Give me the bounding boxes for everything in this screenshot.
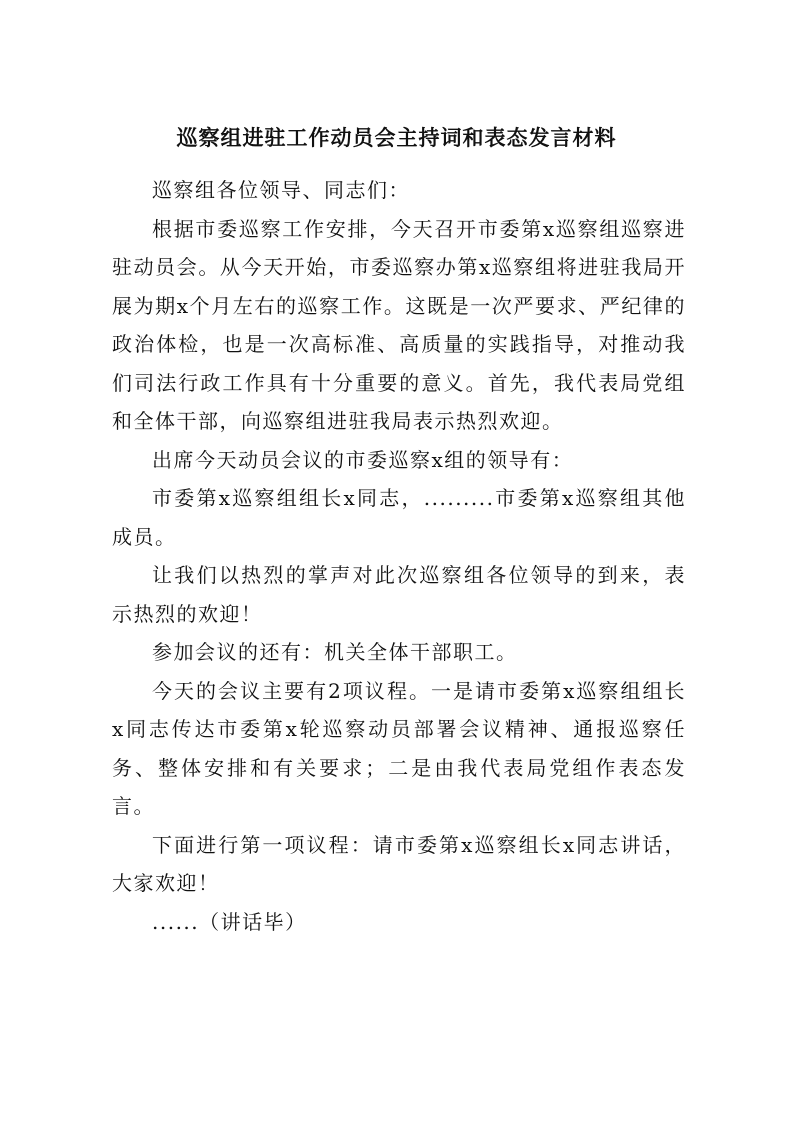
paragraph-attending-leaders-list: 市委第x巡察组组长x同志，.........市委第x巡察组其他成员。 (112, 486, 686, 549)
document-title: 巡察组进驻工作动员会主持词和表态发言材料 (176, 125, 617, 150)
paragraph-speech-end: ......（讲话毕） (152, 909, 307, 934)
paragraph-opening: 根据市委巡察工作安排，今天召开市委第x巡察组巡察进驻动员会。从今天开始，市委巡察办第x巡察组将进驻我局开展为期x个月左右的巡察工作。这既是一次严要求、严纪律的政治体检，也是一次高标准、高质量的实践指导，对推动我们司法行政工作具有十分重要的意义。首先，我代表局党组和全体干部，向巡察组进驻我局表示热烈欢迎。 (112, 216, 686, 433)
paragraph-attending-leaders-intro: 出席今天动员会议的市委巡察x组的领导有： (152, 447, 574, 472)
paragraph-first-item: 下面进行第一项议程：请市委第x巡察组长x同志讲话，大家欢迎！ (112, 832, 686, 895)
paragraph-agenda: 今天的会议主要有2项议程。一是请市委第x巡察组组长x同志传达市委第x轮巡察动员部署会议精神、通报巡察任务、整体安排和有关要求；二是由我代表局党组作表态发言。 (112, 678, 686, 818)
paragraph-welcome-applause: 让我们以热烈的掌声对此次巡察组各位领导的到来，表示热烈的欢迎！ (112, 563, 686, 626)
paragraph-salutation: 巡察组各位领导、同志们： (152, 178, 410, 202)
document-body (112, 171, 686, 941)
paragraph-other-attendees: 参加会议的还有：机关全体干部职工。 (152, 640, 518, 664)
